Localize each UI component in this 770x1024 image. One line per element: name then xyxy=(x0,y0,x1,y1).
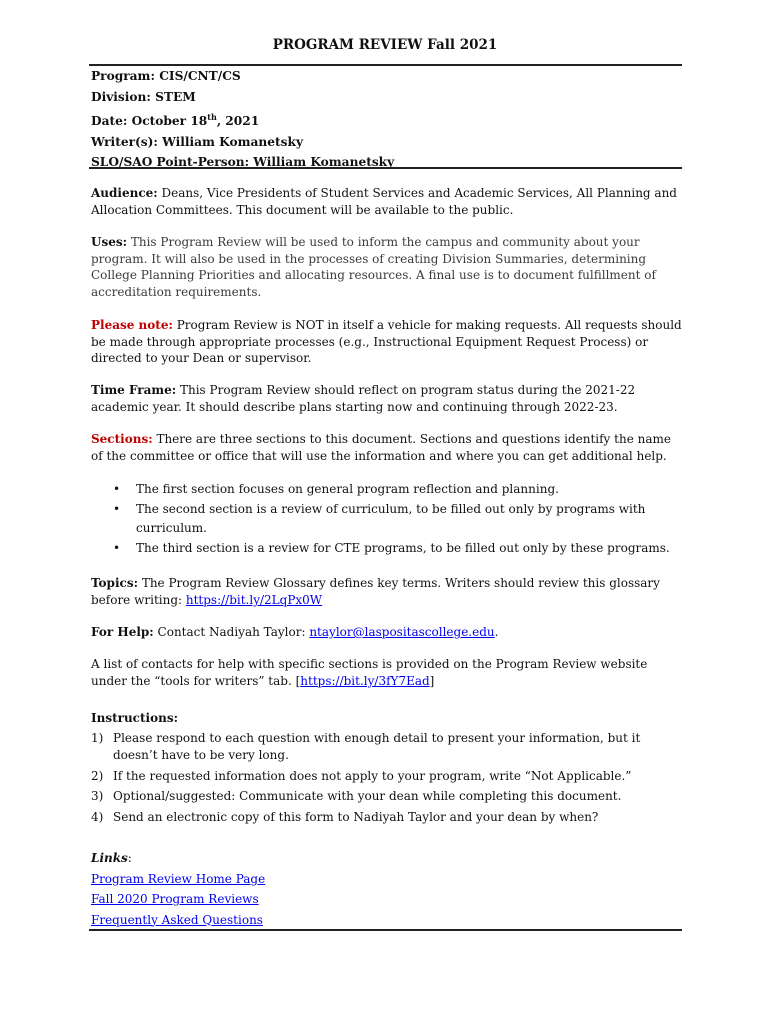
slo-line: SLO/SAO Point-Person: William Komanetsky xyxy=(91,155,395,170)
timeframe-label: Time Frame: xyxy=(91,383,177,397)
note-label: Please note: xyxy=(91,318,173,332)
document-title: PROGRAM REVIEW Fall 2021 xyxy=(272,37,498,53)
header-bottom-rule xyxy=(89,167,682,169)
list-item: • The first section focuses on general program reflection and planning. xyxy=(91,480,683,500)
program-review-home-link[interactable]: Program Review Home Page xyxy=(91,871,266,886)
note-paragraph: Please note: Program Review is NOT in itself a vehicle for making requests. All requests should be made through appropriate processes (e.g., Instructional Equipment Request Process) or directed to your Dean or supervisor. xyxy=(91,318,682,366)
links-heading: Links: xyxy=(91,851,132,865)
glossary-link[interactable]: https://bit.ly/2LqPx0W xyxy=(185,592,323,607)
list-item: 2) If the requested information does not apply to your program, write “Not Applicable.” xyxy=(91,768,632,783)
instructions-list xyxy=(91,730,683,829)
sections-paragraph: Sections: There are three sections to this document. Sections and questions identify the name of the committee or office that will use the information and where you can get additional help. xyxy=(91,432,671,463)
list-item: • The second section is a review of curriculum, to be filled out only by programs with curriculum. xyxy=(113,501,646,536)
audience-label: Audience: xyxy=(91,186,158,200)
program-line: Program: CIS/CNT/CS xyxy=(91,69,241,83)
writers-line: Writer(s): William Komanetsky xyxy=(91,134,304,149)
instructions-label: Instructions: xyxy=(91,711,179,725)
help-label: For Help: xyxy=(91,625,154,639)
uses-label: Uses: xyxy=(91,235,128,249)
fall-2020-reviews-link[interactable]: Fall 2020 Program Reviews xyxy=(91,892,259,906)
date-line: Date: October 18th, 2021 xyxy=(91,112,260,129)
header-block xyxy=(91,66,394,173)
timeframe-paragraph: Time Frame: This Program Review should reflect on program status during the 2021-22 academic year. It should describe plans starting now and continuing through 2022-23. xyxy=(91,383,636,414)
audience-paragraph: Audience: Deans, Vice Presidents of Student Services and Academic Services, All Planning and Allocation Committees. This document will be available to the public. xyxy=(91,186,677,217)
faq-link[interactable]: Frequently Asked Questions xyxy=(91,912,263,927)
list-item: 4) Send an electronic copy of this form to Nadiyah Taylor and your dean by when? xyxy=(91,809,599,824)
bullet-icon: • xyxy=(113,501,121,516)
bullet-icon: • xyxy=(113,540,121,555)
help-paragraph: For Help: Contact Nadiyah Taylor: ntaylor@laspositascollege.edu. xyxy=(91,625,499,639)
sections-label: Sections: xyxy=(91,432,153,446)
sections-bullet-list xyxy=(91,480,683,558)
contacts-paragraph: A list of contacts for help with specific sections is provided on the Program Review website under the “tools for writers” tab. [https://bit.ly/3fY7Ead] xyxy=(91,657,648,688)
division-line: Division: STEM xyxy=(91,89,196,104)
links-block xyxy=(91,848,265,930)
list-item: • The third section is a review for CTE programs, to be filled out only by these programs. xyxy=(91,539,683,559)
email-link[interactable]: ntaylor@laspositascollege.edu xyxy=(309,625,495,639)
footer-rule xyxy=(89,929,682,931)
list-item: 1) Please respond to each question with enough detail to present your information, but it doesn’t have to be very long. xyxy=(91,731,641,762)
topics-label: Topics: xyxy=(91,576,138,590)
uses-paragraph: Uses: This Program Review will be used to inform the campus and community about your program. It will also be used in the processes of creating Division Summaries, determining College Planning Priorities and allocating resources. A final use is to document fulfillment of accreditation requirements. xyxy=(91,235,656,300)
tools-link[interactable]: https://bit.ly/3fY7Ead xyxy=(300,673,430,688)
list-item: 3) Optional/suggested: Communicate with your dean while completing this document. xyxy=(91,789,622,803)
topics-paragraph: Topics: The Program Review Glossary defines key terms. Writers should review this glossary before writing: https://bit.ly/2LqPx0W xyxy=(91,576,660,607)
bullet-icon: • xyxy=(113,482,121,496)
